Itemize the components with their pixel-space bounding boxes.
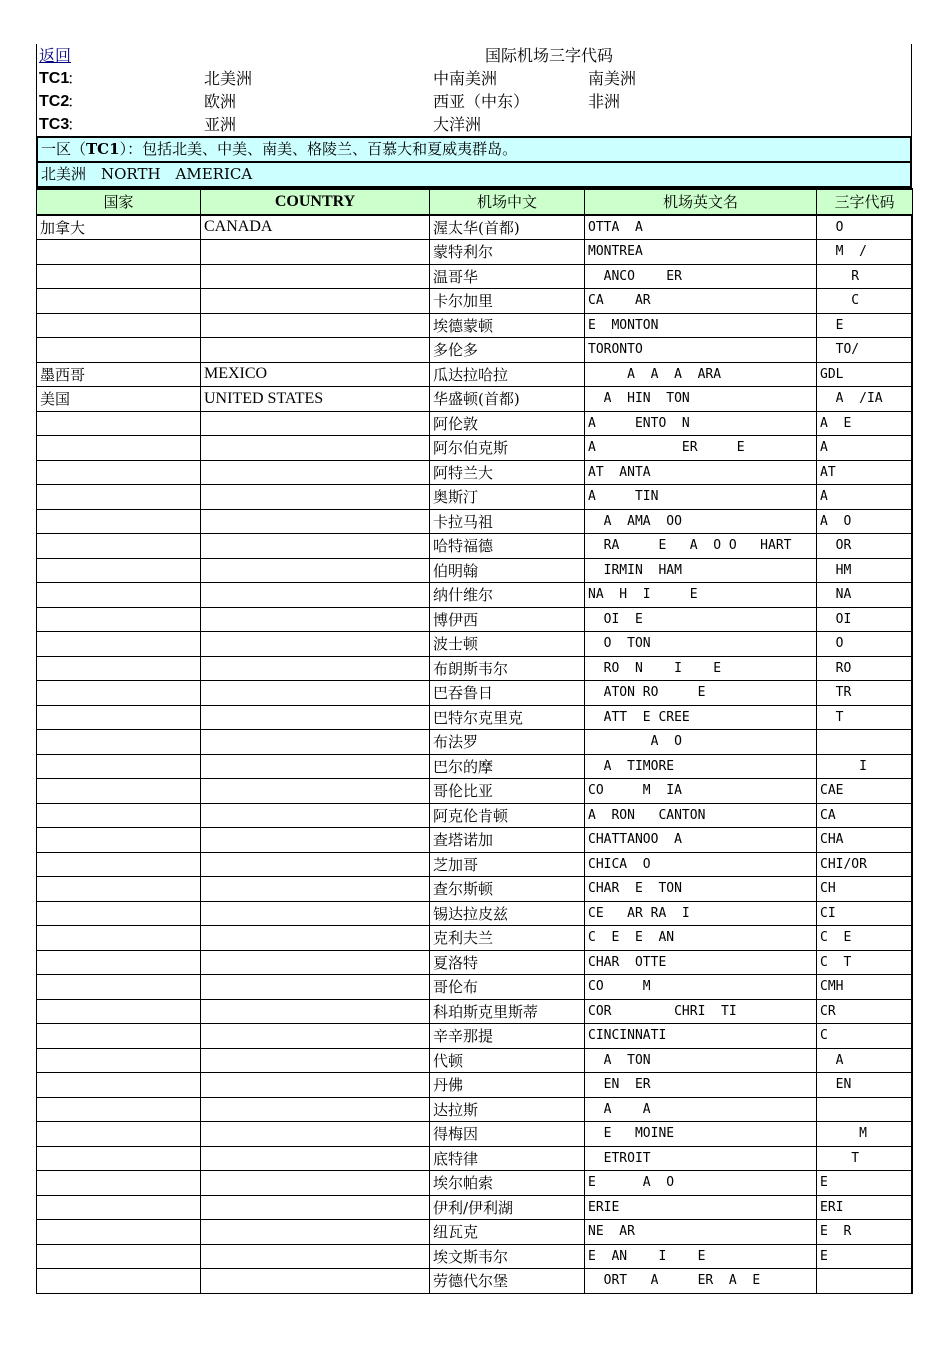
country-en-cell xyxy=(201,730,430,755)
iata-code-cell: A O xyxy=(817,509,913,534)
table-row xyxy=(37,240,913,265)
airport-cn-cell: 伊利/伊利湖 xyxy=(430,1195,585,1220)
tc-region-1: 亚洲 xyxy=(204,115,237,134)
airport-cn-cell: 巴吞鲁日 xyxy=(430,681,585,706)
airport-en-cell: CE AR RA I xyxy=(585,901,817,926)
country-cn-cell xyxy=(37,1048,201,1073)
airport-en-cell: ERIE xyxy=(585,1195,817,1220)
country-en-cell xyxy=(201,975,430,1000)
country-en-cell xyxy=(201,705,430,730)
iata-code-cell: TO/ xyxy=(817,338,913,363)
airport-cn-cell: 博伊西 xyxy=(430,607,585,632)
airport-cn-cell: 巴特尔克里克 xyxy=(430,705,585,730)
airport-cn-cell: 纽瓦克 xyxy=(430,1220,585,1245)
iata-code-cell: C T xyxy=(817,950,913,975)
country-cn-cell xyxy=(37,632,201,657)
country-en-cell xyxy=(201,509,430,534)
table-row xyxy=(37,632,913,657)
iata-code-cell xyxy=(817,1097,913,1122)
airport-en-cell: E A O xyxy=(585,1171,817,1196)
iata-code-cell: CR xyxy=(817,999,913,1024)
iata-code-cell: CI xyxy=(817,901,913,926)
country-cn-cell xyxy=(37,901,201,926)
country-cn-cell xyxy=(37,558,201,583)
tc-label: TC2 xyxy=(39,93,70,110)
airport-cn-cell: 阿伦敦 xyxy=(430,411,585,436)
header-country-en: COUNTRY xyxy=(201,189,430,215)
iata-code-cell xyxy=(817,730,913,755)
iata-code-cell: TR xyxy=(817,681,913,706)
table-row xyxy=(37,901,913,926)
table-row xyxy=(37,215,913,240)
country-cn-cell xyxy=(37,999,201,1024)
country-en-cell xyxy=(201,1269,430,1294)
country-cn-cell xyxy=(37,1024,201,1049)
airport-en-cell: ANCO ER xyxy=(585,264,817,289)
tc-row xyxy=(36,90,912,113)
airport-en-cell: NA H I E xyxy=(585,583,817,608)
country-en-cell xyxy=(201,754,430,779)
table-row xyxy=(37,264,913,289)
country-cn-cell xyxy=(37,338,201,363)
airport-cn-cell: 卡尔加里 xyxy=(430,289,585,314)
airport-en-cell: OTTA A xyxy=(585,215,817,240)
airport-cn-cell: 夏洛特 xyxy=(430,950,585,975)
iata-code-cell: A xyxy=(817,485,913,510)
country-cn-cell: 加拿大 xyxy=(37,215,201,240)
tc-row xyxy=(36,67,912,90)
iata-code-cell: CHA xyxy=(817,828,913,853)
iata-code-cell: M xyxy=(817,1122,913,1147)
country-en-cell xyxy=(201,240,430,265)
country-en-cell xyxy=(201,411,430,436)
tc-region-2: 西亚（中东） xyxy=(433,92,530,111)
airport-cn-cell: 伯明翰 xyxy=(430,558,585,583)
country-cn-cell xyxy=(37,950,201,975)
zone-banner xyxy=(36,136,912,161)
table-row xyxy=(37,436,913,461)
table-row xyxy=(37,607,913,632)
table-row xyxy=(37,828,913,853)
iata-code-cell: T xyxy=(817,1146,913,1171)
country-cn-cell xyxy=(37,509,201,534)
airport-en-cell: E MONTON xyxy=(585,313,817,338)
table-row xyxy=(37,950,913,975)
iata-code-cell: C xyxy=(817,1024,913,1049)
table-row xyxy=(37,387,913,412)
airport-en-cell: A TIMORE xyxy=(585,754,817,779)
table-row xyxy=(37,1024,913,1049)
country-en-cell xyxy=(201,289,430,314)
table-row xyxy=(37,975,913,1000)
country-cn-cell xyxy=(37,779,201,804)
country-en-cell xyxy=(201,1024,430,1049)
zone-prefix: 一区（ xyxy=(41,140,87,158)
airport-cn-cell: 芝加哥 xyxy=(430,852,585,877)
iata-code-cell: OI xyxy=(817,607,913,632)
table-row xyxy=(37,1269,913,1294)
tc-label: TC1 xyxy=(39,70,70,87)
airport-en-cell: A RON CANTON xyxy=(585,803,817,828)
spreadsheet-sheet xyxy=(36,44,912,1294)
country-en-cell xyxy=(201,877,430,902)
country-cn-cell xyxy=(37,656,201,681)
table-row xyxy=(37,656,913,681)
table-row xyxy=(37,1073,913,1098)
table-row xyxy=(37,705,913,730)
tc-label: TC3 xyxy=(39,116,70,133)
tc-row xyxy=(36,113,912,136)
table-row xyxy=(37,926,913,951)
tc-region-list xyxy=(36,67,912,136)
iata-code-cell: ERI xyxy=(817,1195,913,1220)
iata-code-cell: AT xyxy=(817,460,913,485)
airport-cn-cell: 查塔诺加 xyxy=(430,828,585,853)
country-en-cell xyxy=(201,583,430,608)
title-row xyxy=(36,44,912,67)
table-row xyxy=(37,583,913,608)
country-en-cell xyxy=(201,901,430,926)
airport-cn-cell: 哥伦比亚 xyxy=(430,779,585,804)
airport-en-cell: NE AR xyxy=(585,1220,817,1245)
country-en-cell xyxy=(201,681,430,706)
table-row xyxy=(37,1171,913,1196)
airport-en-cell: MONTREA xyxy=(585,240,817,265)
country-cn-cell xyxy=(37,1220,201,1245)
country-en-cell xyxy=(201,926,430,951)
iata-code-cell: CAE xyxy=(817,779,913,804)
airport-cn-cell: 克利夫兰 xyxy=(430,926,585,951)
table-row xyxy=(37,999,913,1024)
iata-code-cell: R xyxy=(817,264,913,289)
tc-region-1: 欧洲 xyxy=(204,92,237,111)
country-en-cell xyxy=(201,1244,430,1269)
airport-cn-cell: 底特律 xyxy=(430,1146,585,1171)
back-link[interactable]: 返回 xyxy=(39,46,72,65)
airport-en-cell: ATT E CREE xyxy=(585,705,817,730)
table-row xyxy=(37,1220,913,1245)
airport-cn-cell: 埃德蒙顿 xyxy=(430,313,585,338)
country-cn-cell xyxy=(37,730,201,755)
country-cn-cell xyxy=(37,313,201,338)
country-en-cell xyxy=(201,1122,430,1147)
country-cn-cell xyxy=(37,1195,201,1220)
airport-cn-cell: 代顿 xyxy=(430,1048,585,1073)
country-en-cell xyxy=(201,852,430,877)
airport-en-cell: CO M xyxy=(585,975,817,1000)
country-cn-cell xyxy=(37,264,201,289)
country-en-cell xyxy=(201,803,430,828)
airport-cn-cell: 蒙特利尔 xyxy=(430,240,585,265)
table-row xyxy=(37,534,913,559)
tc-region-3: 南美洲 xyxy=(588,69,637,88)
country-cn-cell xyxy=(37,705,201,730)
iata-code-cell: O xyxy=(817,632,913,657)
tc-region-2: 大洋洲 xyxy=(433,115,482,134)
airport-en-cell: COR CHRI TI xyxy=(585,999,817,1024)
country-cn-cell xyxy=(37,1122,201,1147)
country-en-cell xyxy=(201,1048,430,1073)
country-cn-cell xyxy=(37,1146,201,1171)
table-row xyxy=(37,1122,913,1147)
country-en-cell xyxy=(201,1220,430,1245)
airport-en-cell: ORT A ER A E xyxy=(585,1269,817,1294)
table-row xyxy=(37,877,913,902)
airport-en-cell: A O xyxy=(585,730,817,755)
iata-code-cell: CH xyxy=(817,877,913,902)
country-en-cell xyxy=(201,607,430,632)
country-cn-cell xyxy=(37,607,201,632)
iata-code-cell: GDL xyxy=(817,362,913,387)
table-row xyxy=(37,460,913,485)
airport-cn-cell: 瓜达拉哈拉 xyxy=(430,362,585,387)
airport-cn-cell: 布法罗 xyxy=(430,730,585,755)
airport-cn-cell: 科珀斯克里斯蒂 xyxy=(430,999,585,1024)
country-en-cell xyxy=(201,950,430,975)
country-en-cell xyxy=(201,534,430,559)
country-en-cell xyxy=(201,1146,430,1171)
table-row xyxy=(37,411,913,436)
airport-en-cell: A A xyxy=(585,1097,817,1122)
airport-cn-cell: 巴尔的摩 xyxy=(430,754,585,779)
country-cn-cell xyxy=(37,1269,201,1294)
country-en-cell xyxy=(201,1171,430,1196)
tc-region-3: 非洲 xyxy=(588,92,621,111)
country-en-cell xyxy=(201,1097,430,1122)
table-row xyxy=(37,1097,913,1122)
airport-en-cell: CHATTANOO A xyxy=(585,828,817,853)
airport-cn-cell: 埃文斯韦尔 xyxy=(430,1244,585,1269)
table-row xyxy=(37,852,913,877)
airport-cn-cell: 劳德代尔堡 xyxy=(430,1269,585,1294)
airport-cn-cell: 阿克伦肯顿 xyxy=(430,803,585,828)
table-row xyxy=(37,362,913,387)
airport-en-cell: C E E AN xyxy=(585,926,817,951)
airport-en-cell: CINCINNATI xyxy=(585,1024,817,1049)
iata-code-cell: M / xyxy=(817,240,913,265)
airport-en-cell: IRMIN HAM xyxy=(585,558,817,583)
country-cn-cell xyxy=(37,289,201,314)
country-en-cell xyxy=(201,460,430,485)
iata-code-cell: I xyxy=(817,754,913,779)
iata-code-cell: CHI/OR xyxy=(817,852,913,877)
country-en-cell xyxy=(201,264,430,289)
country-cn-cell xyxy=(37,1171,201,1196)
airport-en-cell: CO M IA xyxy=(585,779,817,804)
airport-en-cell: A A A ARA xyxy=(585,362,817,387)
iata-code-cell: E xyxy=(817,1171,913,1196)
country-cn-cell xyxy=(37,1097,201,1122)
country-cn-cell xyxy=(37,1244,201,1269)
tc-separator: ： xyxy=(67,115,84,134)
country-en-cell xyxy=(201,632,430,657)
iata-code-cell: C xyxy=(817,289,913,314)
country-en-cell xyxy=(201,999,430,1024)
airport-cn-cell: 查尔斯顿 xyxy=(430,877,585,902)
country-cn-cell xyxy=(37,852,201,877)
table-row xyxy=(37,558,913,583)
table-row xyxy=(37,779,913,804)
airport-en-cell: TORONTO xyxy=(585,338,817,363)
airport-cn-cell: 锡达拉皮兹 xyxy=(430,901,585,926)
header-iata-code: 三字代码 xyxy=(817,189,913,215)
airport-en-cell: A ENTO N xyxy=(585,411,817,436)
airport-cn-cell: 哈特福德 xyxy=(430,534,585,559)
airport-en-cell: A AMA OO xyxy=(585,509,817,534)
airport-cn-cell: 哥伦布 xyxy=(430,975,585,1000)
country-cn-cell xyxy=(37,240,201,265)
iata-code-cell: O xyxy=(817,215,913,240)
airport-cn-cell: 阿特兰大 xyxy=(430,460,585,485)
iata-code-cell: CA xyxy=(817,803,913,828)
iata-code-cell: T xyxy=(817,705,913,730)
tc-region-1: 北美洲 xyxy=(204,69,253,88)
country-cn-cell xyxy=(37,460,201,485)
country-cn-cell xyxy=(37,975,201,1000)
tc-separator: ： xyxy=(67,69,84,88)
iata-code-cell: OR xyxy=(817,534,913,559)
header-country-cn: 国家 xyxy=(37,189,201,215)
airport-cn-cell: 多伦多 xyxy=(430,338,585,363)
airport-en-cell: A HIN TON xyxy=(585,387,817,412)
table-row xyxy=(37,338,913,363)
iata-code-cell: E xyxy=(817,1244,913,1269)
airport-cn-cell: 温哥华 xyxy=(430,264,585,289)
airport-en-cell: AT ANTA xyxy=(585,460,817,485)
country-en-cell xyxy=(201,436,430,461)
airport-cn-cell: 奥斯汀 xyxy=(430,485,585,510)
region-banner: 北美洲 NORTH AMERICA xyxy=(36,161,912,188)
airport-en-cell: E MOINE xyxy=(585,1122,817,1147)
iata-code-cell: A /IA xyxy=(817,387,913,412)
country-en-cell: CANADA xyxy=(201,215,430,240)
airport-cn-cell: 波士顿 xyxy=(430,632,585,657)
iata-code-cell: NA xyxy=(817,583,913,608)
airport-en-cell: E AN I E xyxy=(585,1244,817,1269)
country-en-cell xyxy=(201,779,430,804)
airport-cn-cell: 布朗斯韦尔 xyxy=(430,656,585,681)
country-cn-cell xyxy=(37,803,201,828)
country-cn-cell xyxy=(37,583,201,608)
country-cn-cell xyxy=(37,828,201,853)
country-cn-cell xyxy=(37,754,201,779)
airport-en-cell: A TON xyxy=(585,1048,817,1073)
country-cn-cell xyxy=(37,411,201,436)
country-en-cell xyxy=(201,1073,430,1098)
country-cn-cell xyxy=(37,436,201,461)
country-en-cell xyxy=(201,338,430,363)
airport-code-table xyxy=(36,188,913,1294)
airport-cn-cell: 卡拉马祖 xyxy=(430,509,585,534)
country-en-cell xyxy=(201,1195,430,1220)
country-en-cell xyxy=(201,313,430,338)
tc-separator: ： xyxy=(67,92,84,111)
iata-code-cell: RO xyxy=(817,656,913,681)
iata-code-cell: HM xyxy=(817,558,913,583)
iata-code-cell: A xyxy=(817,1048,913,1073)
table-row xyxy=(37,289,913,314)
tc-region-2: 中南美洲 xyxy=(433,69,498,88)
country-cn-cell xyxy=(37,534,201,559)
country-en-cell: UNITED STATES xyxy=(201,387,430,412)
airport-cn-cell: 华盛顿(首都) xyxy=(430,387,585,412)
airport-en-cell: OI E xyxy=(585,607,817,632)
country-en-cell xyxy=(201,558,430,583)
table-row xyxy=(37,485,913,510)
iata-code-cell: A xyxy=(817,436,913,461)
iata-code-cell: C E xyxy=(817,926,913,951)
table-row xyxy=(37,754,913,779)
airport-en-cell: RO N I E xyxy=(585,656,817,681)
airport-en-cell: CHAR E TON xyxy=(585,877,817,902)
airport-en-cell: CHAR OTTE xyxy=(585,950,817,975)
country-en-cell xyxy=(201,485,430,510)
page-title: 国际机场三字代码 xyxy=(485,46,614,65)
table-row xyxy=(37,803,913,828)
country-en-cell xyxy=(201,828,430,853)
airport-en-cell: CA AR xyxy=(585,289,817,314)
airport-cn-cell: 埃尔帕索 xyxy=(430,1171,585,1196)
airport-en-cell: A TIN xyxy=(585,485,817,510)
airport-cn-cell: 得梅因 xyxy=(430,1122,585,1147)
table-row xyxy=(37,730,913,755)
airport-cn-cell: 辛辛那提 xyxy=(430,1024,585,1049)
iata-code-cell: CMH xyxy=(817,975,913,1000)
header-airport-en: 机场英文名 xyxy=(585,189,817,215)
table-row xyxy=(37,1146,913,1171)
country-cn-cell xyxy=(37,1073,201,1098)
country-cn-cell xyxy=(37,681,201,706)
table-row xyxy=(37,313,913,338)
airport-en-cell: CHICA O xyxy=(585,852,817,877)
country-en-cell xyxy=(201,656,430,681)
country-cn-cell: 美国 xyxy=(37,387,201,412)
airport-cn-cell: 丹佛 xyxy=(430,1073,585,1098)
iata-code-cell: E R xyxy=(817,1220,913,1245)
airport-en-cell: EN ER xyxy=(585,1073,817,1098)
airport-en-cell: RA E A O O HART xyxy=(585,534,817,559)
zone-suffix: ）：包括北美、中美、南美、格陵兰、百慕大和夏威夷群岛。 xyxy=(119,140,518,158)
country-cn-cell xyxy=(37,877,201,902)
table-row xyxy=(37,509,913,534)
airport-en-cell: ETROIT xyxy=(585,1146,817,1171)
header-airport-cn: 机场中文 xyxy=(430,189,585,215)
table-row xyxy=(37,1195,913,1220)
airport-cn-cell: 阿尔伯克斯 xyxy=(430,436,585,461)
airport-cn-cell: 纳什维尔 xyxy=(430,583,585,608)
airport-en-cell: A ER E xyxy=(585,436,817,461)
zone-code: TC1 xyxy=(86,140,120,158)
country-cn-cell: 墨西哥 xyxy=(37,362,201,387)
iata-code-cell xyxy=(817,1269,913,1294)
airport-cn-cell: 渥太华(首都) xyxy=(430,215,585,240)
table-row xyxy=(37,681,913,706)
table-header-row xyxy=(37,189,913,215)
table-row xyxy=(37,1048,913,1073)
airport-en-cell: ATON RO E xyxy=(585,681,817,706)
country-en-cell: MEXICO xyxy=(201,362,430,387)
iata-code-cell: EN xyxy=(817,1073,913,1098)
iata-code-cell: A E xyxy=(817,411,913,436)
country-cn-cell xyxy=(37,485,201,510)
country-cn-cell xyxy=(37,926,201,951)
table-row xyxy=(37,1244,913,1269)
airport-cn-cell: 达拉斯 xyxy=(430,1097,585,1122)
iata-code-cell: E xyxy=(817,313,913,338)
airport-en-cell: O TON xyxy=(585,632,817,657)
